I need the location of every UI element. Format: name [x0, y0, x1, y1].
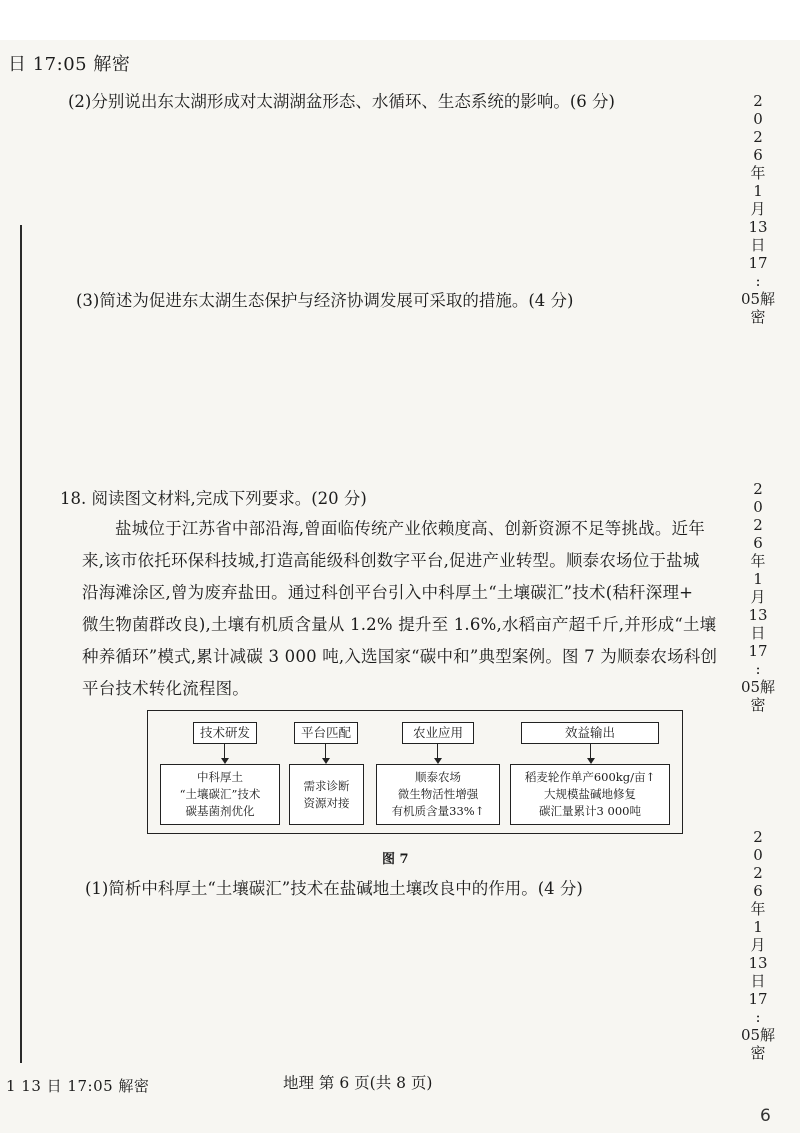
watermark-glyph: 密 [750, 696, 766, 714]
watermark-glyph: 6 [753, 882, 763, 900]
watermark-glyph: : [755, 1008, 761, 1026]
page-number: 6 [760, 1106, 771, 1126]
watermark-glyph: 05解 [740, 1026, 776, 1044]
stage-head-research: 技术研发 [193, 722, 257, 744]
watermark-glyph: 日 [750, 236, 766, 254]
watermark-glyph: 2 [753, 516, 763, 534]
watermark-glyph: 17 [748, 990, 768, 1008]
question-18-1: (1)简析中科厚土“土壤碳汇”技术在盐碱地土壤改良中的作用。(4 分) [85, 879, 583, 898]
watermark-glyph: 0 [753, 846, 763, 864]
watermark-glyph: 年 [750, 164, 766, 182]
watermark-glyph: 05解 [740, 290, 776, 308]
watermark-glyph: : [755, 272, 761, 290]
stage-body-line: 大规模盐碱地修复 [544, 787, 636, 801]
stage-body-line: 碳基菌剂优化 [185, 804, 255, 818]
watermark-glyph: 密 [750, 308, 766, 326]
top-white-band [0, 0, 800, 40]
stage-body-line: 资源对接 [303, 795, 350, 810]
stage-body-research [160, 764, 280, 825]
watermark-glyph: 6 [753, 534, 763, 552]
watermark-glyph: 0 [753, 110, 763, 128]
stage-body-line: 中科厚土 [197, 770, 243, 784]
material-line: 微生物菌群改良),土壤有机质含量从 1.2% 提升至 1.6%,水稻亩产超千斤,并形成“土壤 [82, 615, 717, 634]
watermark-glyph: 13 [748, 606, 768, 624]
corner-declassify-stamp: 日 17:05 解密 [8, 54, 131, 75]
watermark-glyph: 2 [753, 864, 763, 882]
material-line: 盐城位于江苏省中部沿海,曾面临传统产业依赖度高、创新资源不足等挑战。近年 [115, 519, 705, 538]
material-line: 种养循环”模式,累计减碳 3 000 吨,入选国家“碳中和”典型案例。图 7 为顺泰农场科创 [82, 647, 718, 666]
material-line: 沿海滩涂区,曾为废弃盐田。通过科创平台引入中科厚土“土壤碳汇”技术(秸秆深理+ [82, 583, 694, 602]
watermark-glyph: 13 [748, 954, 768, 972]
question-17-2: (2)分别说出东太湖形成对太湖湖盆形态、水循环、生态系统的影响。(6 分) [68, 92, 615, 111]
watermark-glyph: 2 [753, 828, 763, 846]
watermark-glyph: 2 [753, 92, 763, 110]
stage-head-agriculture: 农业应用 [402, 722, 474, 744]
watermark-glyph: 月 [750, 588, 766, 606]
left-binding-line [20, 225, 22, 1063]
stage-body-line: 稻麦轮作单产600kg/亩↑ [524, 770, 656, 784]
figure-7-flowchart [147, 710, 683, 834]
stage-body-line: “土壤碳汇”技术 [179, 787, 261, 801]
watermark-glyph: 05解 [740, 678, 776, 696]
stage-body-line: 顺泰农场 [415, 770, 461, 784]
question-18-title: 18. 阅读图文材料,完成下列要求。(20 分) [60, 489, 367, 508]
watermark-glyph: 1 [753, 570, 763, 588]
watermark-glyph: 2 [753, 480, 763, 498]
page-footer: 地理 第 6 页(共 8 页) [283, 1074, 433, 1092]
flow-stage-agriculture [376, 711, 500, 835]
flow-stage-research [160, 711, 280, 835]
stage-body-line: 有机质含量33%↑ [391, 804, 485, 818]
watermark-glyph: 年 [750, 552, 766, 570]
watermark-glyph: 月 [750, 936, 766, 954]
watermark-glyph: 1 [753, 918, 763, 936]
stage-body-platform [289, 764, 364, 825]
vertical-watermark [740, 828, 776, 1062]
watermark-glyph: 日 [750, 624, 766, 642]
stage-head-benefit: 效益输出 [521, 722, 659, 744]
flow-stage-benefit [510, 711, 672, 835]
watermark-glyph: 0 [753, 498, 763, 516]
watermark-glyph: 1 [753, 182, 763, 200]
watermark-glyph: 6 [753, 146, 763, 164]
watermark-glyph: 密 [750, 1044, 766, 1062]
watermark-glyph: : [755, 660, 761, 678]
watermark-glyph: 日 [750, 972, 766, 990]
material-line: 平台技术转化流程图。 [82, 679, 249, 698]
question-17-3: (3)简述为促进东太湖生态保护与经济协调发展可采取的措施。(4 分) [76, 291, 574, 310]
flow-stage-platform [289, 711, 369, 835]
watermark-glyph: 13 [748, 218, 768, 236]
stage-body-line: 微生物活性增强 [397, 787, 479, 801]
watermark-glyph: 年 [750, 900, 766, 918]
stage-body-line: 碳汇量累计3 000吨 [539, 804, 641, 818]
stage-body-line: 需求诊断 [303, 778, 350, 793]
stage-head-platform: 平台匹配 [294, 722, 358, 744]
vertical-watermark [740, 480, 776, 714]
material-line: 来,该市依托环保科技城,打造高能级科创数字平台,促进产业转型。顺泰农场位于盐城 [82, 551, 700, 570]
stage-body-benefit [510, 764, 670, 825]
watermark-glyph: 17 [748, 254, 768, 272]
watermark-glyph: 2 [753, 128, 763, 146]
footer-declassify-stamp: 1 13 日 17:05 解密 [6, 1077, 150, 1095]
stage-body-agriculture [376, 764, 500, 825]
vertical-watermark [740, 92, 776, 326]
figure-caption: 图 7 [382, 852, 409, 867]
watermark-glyph: 17 [748, 642, 768, 660]
watermark-glyph: 月 [750, 200, 766, 218]
question-18-material [82, 513, 722, 705]
